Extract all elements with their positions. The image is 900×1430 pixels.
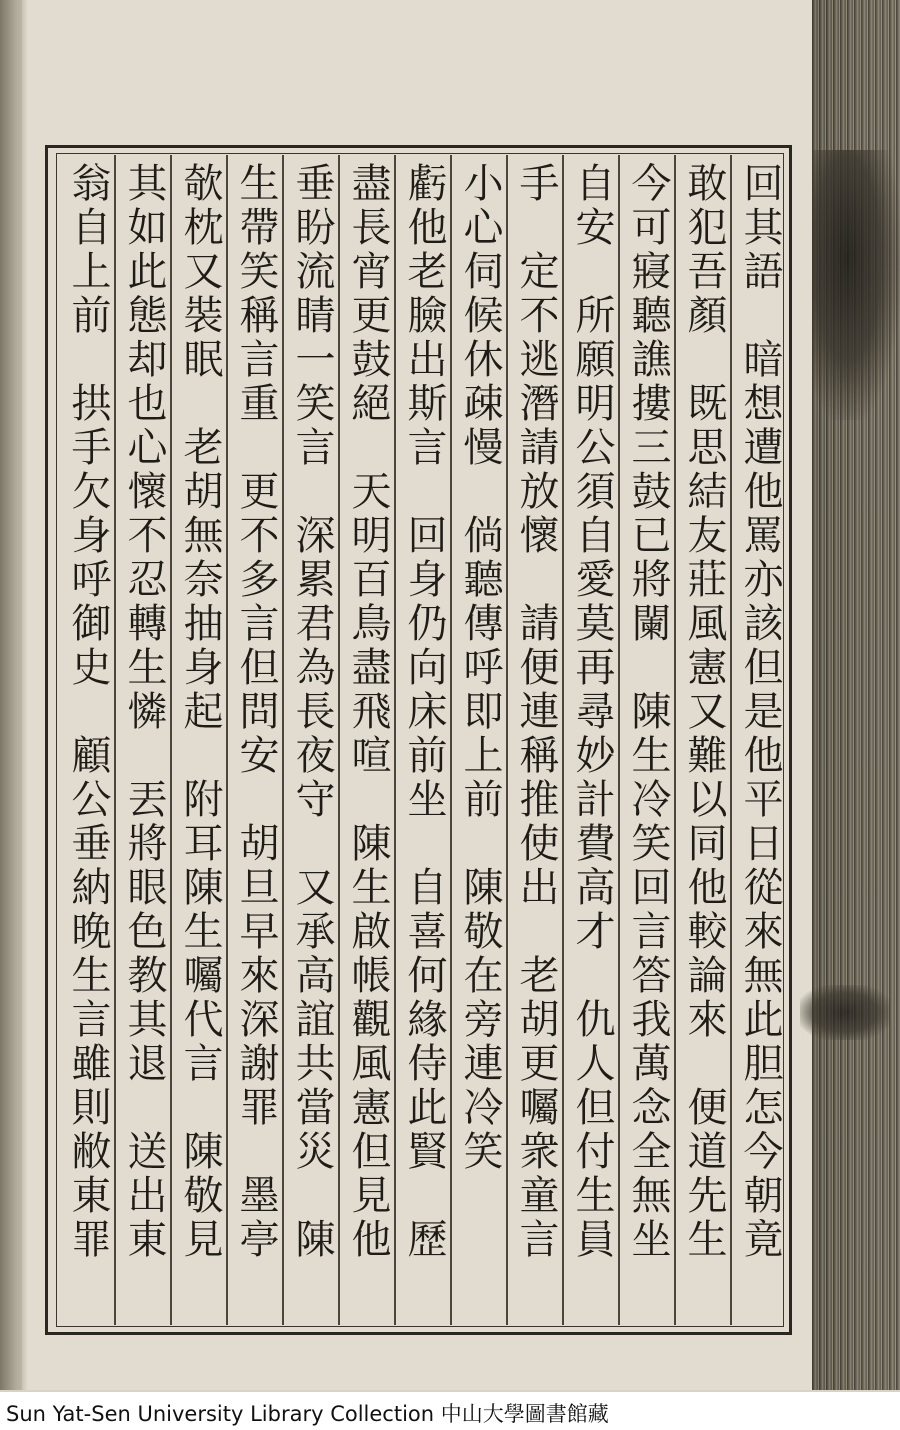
text-column-6: 小心伺候休疎慢 倘聽傳呼即上前 陳敬在旁連冷笑 — [457, 162, 503, 1174]
binding-shadow — [0, 0, 28, 1390]
text-column-2: 敢犯吾顏 既思結友莊風憲又難以同他較論來 便道先生 — [681, 162, 727, 1262]
edge-title-blot — [812, 150, 900, 420]
text-column-9: 垂盼流睛一笑言 深累君為長夜守 又承高誼共當災 陳 — [289, 162, 335, 1262]
text-column-8: 盡長宵更鼓絕 天明百鳥盡飛喧 陳生啟帳觀風憲但見他 — [345, 162, 391, 1262]
edge-folio-mark — [800, 985, 890, 1040]
text-column-13: 翁自上前 拱手欠身呼御史 顧公垂納晚生言雖則敝東罪 — [65, 162, 111, 1262]
text-column-3: 今可寢聽譙摟三鼓已將闌 陳生冷笑回言答我萬念全無坐 — [625, 162, 671, 1262]
text-column-11: 欹枕又裝眠 老胡無奈抽身起 附耳陳生囑代言 陳敬見 — [177, 162, 223, 1262]
text-column-12: 其如此態却也心懷不忍轉生憐 丟將眼色教其退 送出東 — [121, 162, 167, 1262]
text-column-7: 虧他老臉出斯言 回身仍向床前坐 自喜何緣侍此賢 歷 — [401, 162, 447, 1262]
text-column-1: 回其語 暗想遭他罵亦該但是他平日從來無此胆怎今朝竟 — [737, 162, 783, 1262]
text-column-4: 自安 所願明公須自愛莫再尋妙計費高才 仇人但付生員 — [569, 162, 615, 1262]
library-caption: Sun Yat-Sen University Library Collection 中山大學圖書館藏 — [6, 1402, 609, 1426]
text-column-10: 生帶笑稱言重 更不多言但問安 胡旦早來深謝罪 墨亭 — [233, 162, 279, 1262]
text-column-5: 手 定不逃潛請放懷 請便連稱推使出 老胡更囑衆童言 — [513, 162, 559, 1262]
